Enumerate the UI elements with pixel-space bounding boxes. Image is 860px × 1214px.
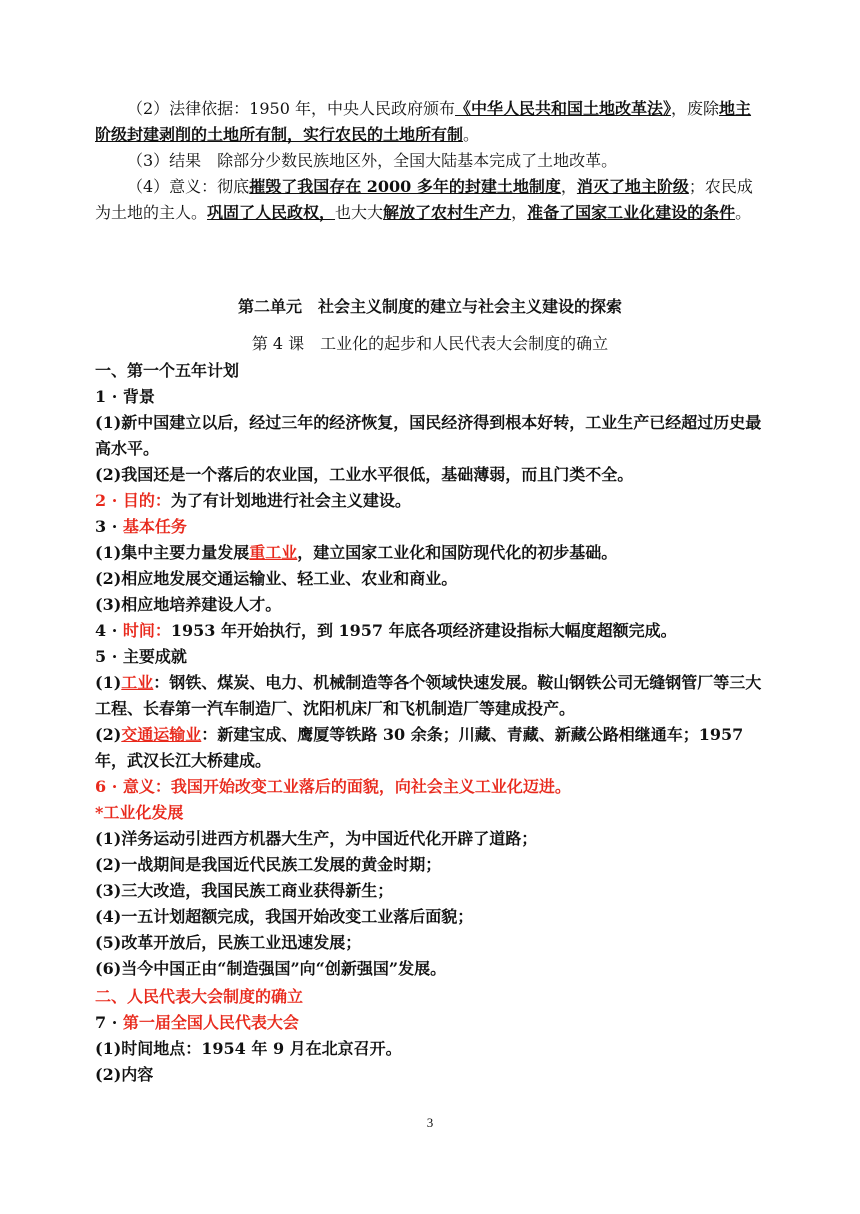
npc-item-1: (1)时间地点：1954 年 9 月在北京召开。 [95,1039,402,1058]
transport-highlight: 交通运输业 [121,725,202,744]
time-line [95,618,767,644]
achievement-item-2 [95,722,767,774]
text-run: 。 [735,203,752,222]
text-run: （4）意义：彻底 [127,177,250,196]
achievements-heading: 5 · 主要成就 [95,647,187,666]
task-heading [95,514,767,540]
text-run: ：新建宝成、鹰厦等铁路 30 余条；川藏、青藏、新藏公路相继通车；1957 年，武汉长江大桥建成。 [95,725,744,770]
text-run: ：钢铁、煤炭、电力、机械制造等各个领域快速发展。鞍山钢铁公司无缝钢管厂等三大工程、长春第一汽车制造厂、沈阳机床厂和飞机制造厂等建成投产。 [95,673,762,718]
text-run: (1)集中主要力量发展 [95,543,250,562]
law-basis-text: （2）法律依据：1950 年，中央人民政府颁布 [127,99,455,118]
law-content-underlined: 地主阶级封建剥削的土地所有制，实行农民的土地所有制 [95,99,752,144]
section-heading-five-year-plan: 一、第一个五年计划 [95,361,240,380]
text-run: ， [560,177,577,196]
unit-title: 第二单元 社会主义制度的建立与社会主义建设的探索 [237,297,622,316]
text-run: 7 · [95,1013,123,1032]
background-item-2: (2)我国还是一个落后的农业国，工业水平很低，基础薄弱，而且门类不全。 [95,465,634,484]
industrialization-item: (6)当今中国正由“制造强国”向“创新强国”发展。 [95,959,447,978]
text-run: 1953 年开始执行，到 1957 年底各项经济建设指标大幅度超额完成。 [170,621,677,640]
text-run: (1) [95,673,122,692]
meaning-line: 6 · 意义：我国开始改变工业落后的面貌，向社会主义工业化迈进。 [95,777,571,796]
industrialization-heading: *工业化发展 [95,803,184,822]
land-reform-law-title: 《中华人民共和国土地改革法》 [455,99,672,118]
text-run: 2 · [95,491,123,510]
significance-underlined-4: 解放了农村生产力 [383,203,512,222]
background-item-1: (1)新中国建立以后，经过三年的经济恢复，国民经济得到根本好转，工业生产已经超过历史最高水平。 [95,413,762,458]
industrialization-item: (5)改革开放后，民族工业迅速发展； [95,933,362,952]
text-run: (2) [95,725,122,744]
significance-underlined-5: 准备了国家工业化建设的条件 [527,203,736,222]
text-run: ，废除 [671,99,720,118]
task-item-2: (2)相应地发展交通运输业、轻工业、农业和商业。 [95,569,458,588]
text-run: 为了有计划地进行社会主义建设。 [170,491,411,510]
npc-item-2: (2)内容 [95,1065,154,1084]
text-run: 4 · [95,621,123,640]
land-reform-significance-paragraph [95,174,767,226]
achievement-item-1 [95,670,767,722]
page-number: 3 [426,1115,434,1130]
task-item-3: (3)相应地培养建设人才。 [95,595,282,614]
industrialization-item: (4)一五计划超额完成，我国开始改变工业落后面貌； [95,907,474,926]
goal-label: 目的： [122,491,171,510]
goal-line [95,488,767,514]
industrialization-item: (2)一战期间是我国近代民族工发展的黄金时期； [95,855,442,874]
npc-heading [95,1010,767,1036]
text-run: 也大大 [335,203,384,222]
significance-underlined-2: 消灭了地主阶级 [576,177,689,196]
significance-underlined-1: 摧毁了我国存在 2000 多年的封建土地制度 [249,177,561,196]
npc-label: 第一届全国人民代表大会 [122,1013,299,1032]
land-reform-result-paragraph: （3）结果 除部分少数民族地区外，全国大陆基本完成了土地改革。 [127,151,618,170]
text-run: ， [511,203,528,222]
time-label: 时间： [122,621,171,640]
background-heading: 1 · 背景 [95,387,155,406]
task-label: 基本任务 [122,517,187,536]
task-item-1 [95,540,767,566]
section-heading-npc: 二、人民代表大会制度的确立 [95,987,304,1006]
text-run: 3 · [95,517,123,536]
lesson-title: 第 4 课 工业化的起步和人民代表大会制度的确立 [251,334,609,353]
text-run: ，建立国家工业化和国防现代化的初步基础。 [297,543,618,562]
heavy-industry-highlight: 重工业 [249,543,298,562]
significance-underlined-3: 巩固了人民政权， [207,203,336,222]
land-reform-law-paragraph [95,96,767,148]
text-run: 。 [463,125,480,144]
industry-highlight: 工业 [121,673,154,692]
text-run: ；农民成为土地的主人。 [95,177,753,222]
industrialization-item: (3)三大改造，我国民族工商业获得新生； [95,881,394,900]
industrialization-item: (1)洋务运动引进西方机器大生产，为中国近代化开辟了道路； [95,829,538,848]
